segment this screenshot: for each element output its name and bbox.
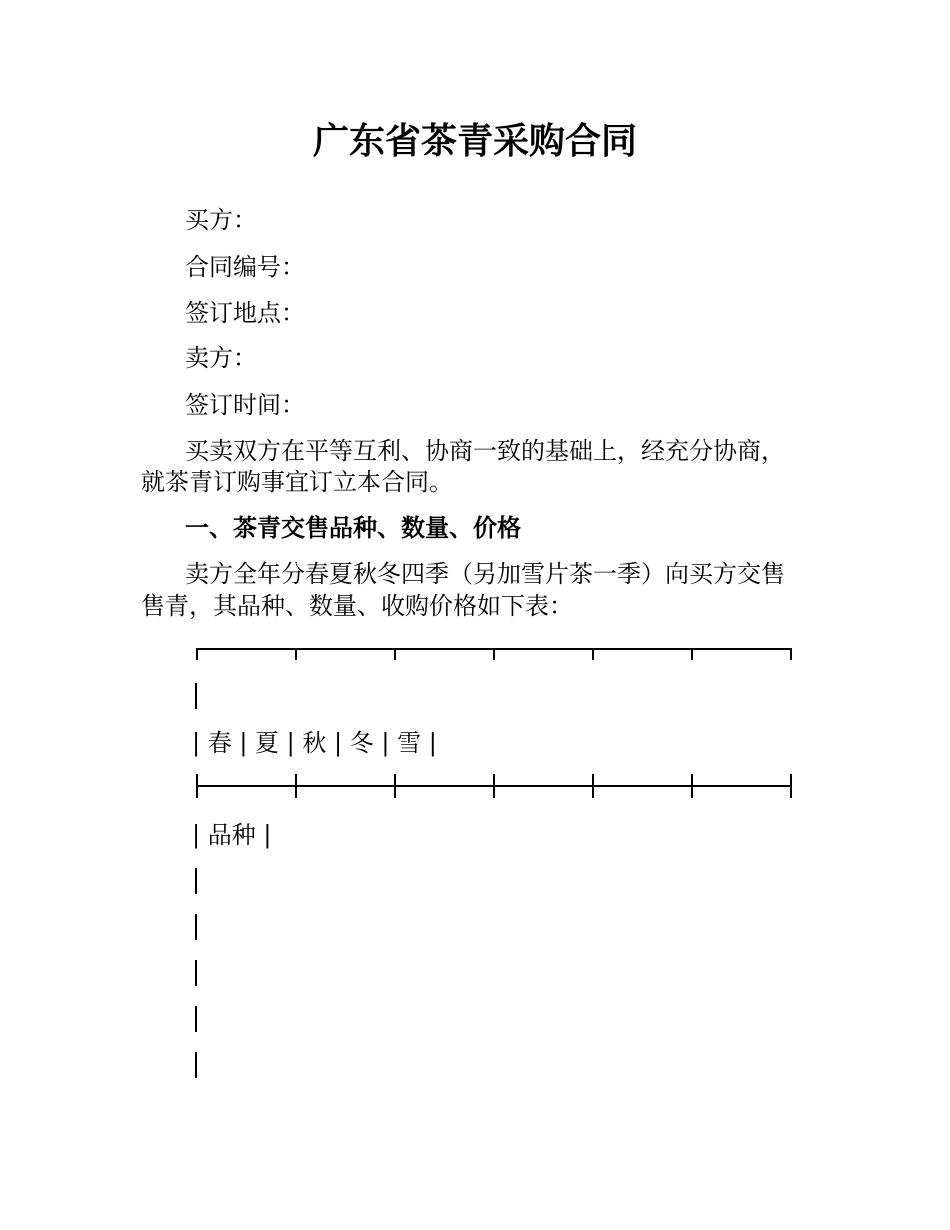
intro-paragraph-line-2: 就茶青订购事宜订立本合同。 (141, 468, 453, 496)
section-1-body-line-2: 售青，其品种、数量、收购价格如下表： (141, 592, 573, 620)
table-variety-row: | 品种 | (192, 821, 272, 849)
document-title: 广东省茶青采购合同 (312, 121, 637, 162)
table-season-row: | 春 | 夏 | 秋 | 冬 | 雪 | (192, 729, 437, 757)
table-vertical-bar (195, 683, 197, 709)
table-middle-border (196, 780, 792, 792)
table-vertical-bar (195, 914, 197, 940)
buyer-field: 买方： (185, 206, 257, 234)
seller-field: 卖方： (185, 344, 257, 372)
intro-paragraph-line-1: 买卖双方在平等互利、协商一致的基础上，经充分协商， (185, 437, 785, 465)
table-vertical-bar (195, 1052, 197, 1078)
sign-time-field: 签订时间： (185, 391, 305, 419)
table-vertical-bar (195, 960, 197, 986)
section-1-body-line-1: 卖方全年分春夏秋冬四季（另加雪片茶一季）向买方交售 (185, 560, 785, 588)
sign-place-field: 签订地点： (185, 299, 305, 327)
table-top-border (196, 648, 792, 660)
contract-number-field: 合同编号： (185, 253, 305, 281)
table-vertical-bar (195, 868, 197, 894)
section-1-heading: 一、茶青交售品种、数量、价格 (185, 514, 521, 542)
table-vertical-bar (195, 1006, 197, 1032)
